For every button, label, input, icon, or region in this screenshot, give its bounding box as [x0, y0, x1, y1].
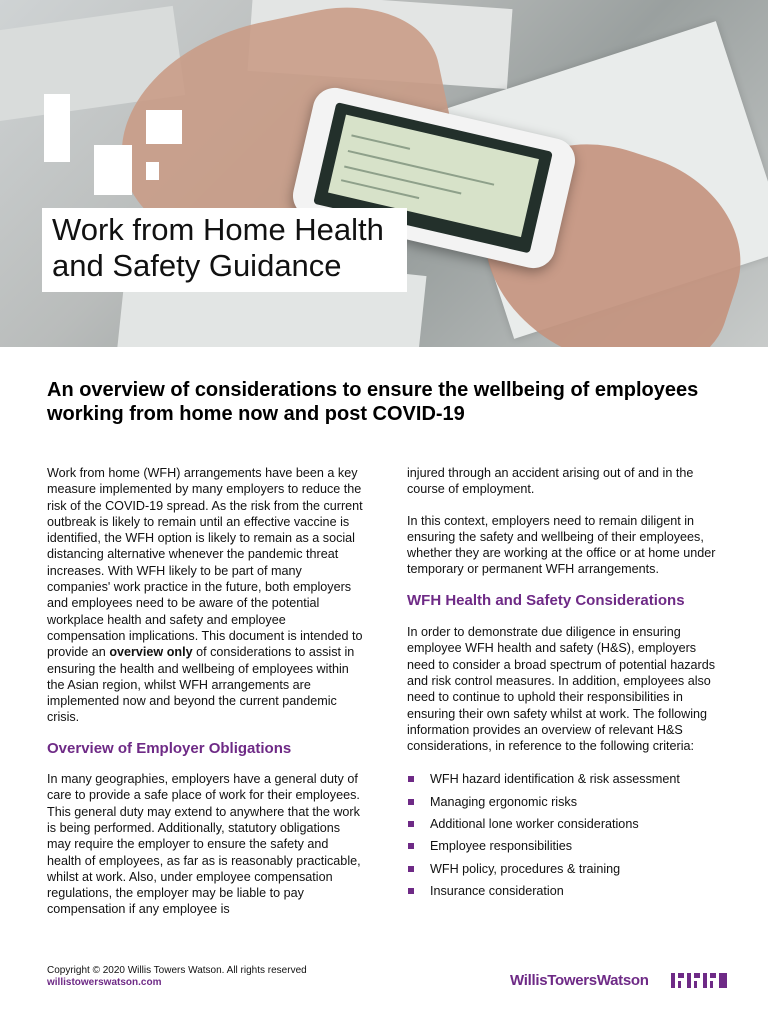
hero-photo: [0, 0, 768, 347]
bullet-square-icon: [408, 843, 414, 849]
brand-mark-block: [146, 162, 159, 180]
list-item-label: Employee responsibilities: [430, 839, 573, 854]
website-link[interactable]: willistowerswatson.com: [47, 977, 162, 988]
list-item-label: Additional lone worker considerations: [430, 817, 639, 832]
intro-text-end: of considerations to assist in ensuring the health and wellbeing of employees within the Asian region, whilst WFH arrangements are implemented now and beyond the current pandemic crisis.: [47, 645, 355, 725]
brand-mark-block: [44, 94, 70, 162]
right-column: [407, 465, 719, 905]
bullet-square-icon: [408, 776, 414, 782]
diligence-paragraph: In order to demonstrate due diligence in ensuring employee WFH health and safety (H&S), employers need to consider a broad spectrum of potential hazards and risk control measures. In addition, employees also need to continue to uphold their responsibilities in ensuring their own safety whilst at work. The following information provides an overview of relevant H&S considerations, in reference to the following criteria:: [407, 625, 716, 754]
brand-wordmark: WillisTowersWatson: [510, 972, 649, 989]
bullet-square-icon: [408, 888, 414, 894]
page-title: [52, 212, 384, 284]
list-item: [407, 883, 719, 899]
title-box: [42, 208, 407, 292]
bullet-square-icon: [408, 799, 414, 805]
page-subtitle: An overview of considerations to ensure the wellbeing of employees working from home now and post COVID-19: [47, 379, 699, 425]
intro-text: Work from home (WFH) arrangements have been a key measure implemented by many employers to reduce the risk of the COVID-19 spread. As the risk from the current outbreak is likely to remain until an effective vaccine is identified, the WFH option is likely to remain as a social distancing alternative whenever the pandemic threat increases. With WFH likely to be part of many companies' work practice in the future, both employers and employees need to be aware of the potential workplace health and safety and employee compensation implications. This document is intended to provide an: [47, 466, 363, 660]
list-item-label: WFH hazard identification & risk assessment: [430, 772, 680, 787]
context-paragraph: In this context, employers need to remain diligent in ensuring the safety and wellbeing of their employees, whether they are working at the office or at home under temporary or permanent WFH arrangements.: [407, 513, 716, 577]
left-column: [47, 465, 365, 933]
list-item: [407, 861, 719, 877]
list-item: [407, 816, 719, 832]
brand-mark-block: [146, 110, 182, 144]
bullet-square-icon: [408, 821, 414, 827]
intro-paragraph: [47, 465, 365, 726]
list-item-label: WFH policy, procedures & training: [430, 861, 621, 876]
list-item: [407, 794, 719, 810]
brand-logo-icon: [671, 973, 727, 988]
criteria-list: [407, 771, 719, 899]
continuation-paragraph: injured through an accident arising out of and in the course of employment.: [407, 466, 694, 497]
page-title-line-2: and Safety Guidance: [52, 248, 342, 283]
list-item: [407, 838, 719, 854]
list-item-label: Managing ergonomic risks: [430, 794, 577, 809]
intro-emphasis: overview only: [109, 645, 193, 660]
page-title-line-1: Work from Home Health: [52, 212, 384, 247]
brand-mark-block: [94, 145, 132, 195]
section-heading-obligations: Overview of Employer Obligations: [47, 739, 292, 757]
bullet-square-icon: [408, 866, 414, 872]
copyright-text: Copyright © 2020 Willis Towers Watson. All rights reserved: [47, 965, 307, 976]
footer: [47, 965, 307, 989]
list-item-label: Insurance consideration: [430, 883, 564, 898]
obligations-paragraph: In many geographies, employers have a general duty of care to provide a safe place of work for their employees. This general duty may extend to anywhere that the work is being performed. Additionally, statutory obligations may require the employer to ensure the safety and health of employees, as far as is reasonably practicable, whilst at work. Also, under employee compensation regulations, the employer may be liable to pay compensation if any employee is: [47, 772, 361, 917]
list-item: [407, 771, 719, 787]
section-heading-considerations: WFH Health and Safety Considerations: [407, 591, 685, 609]
